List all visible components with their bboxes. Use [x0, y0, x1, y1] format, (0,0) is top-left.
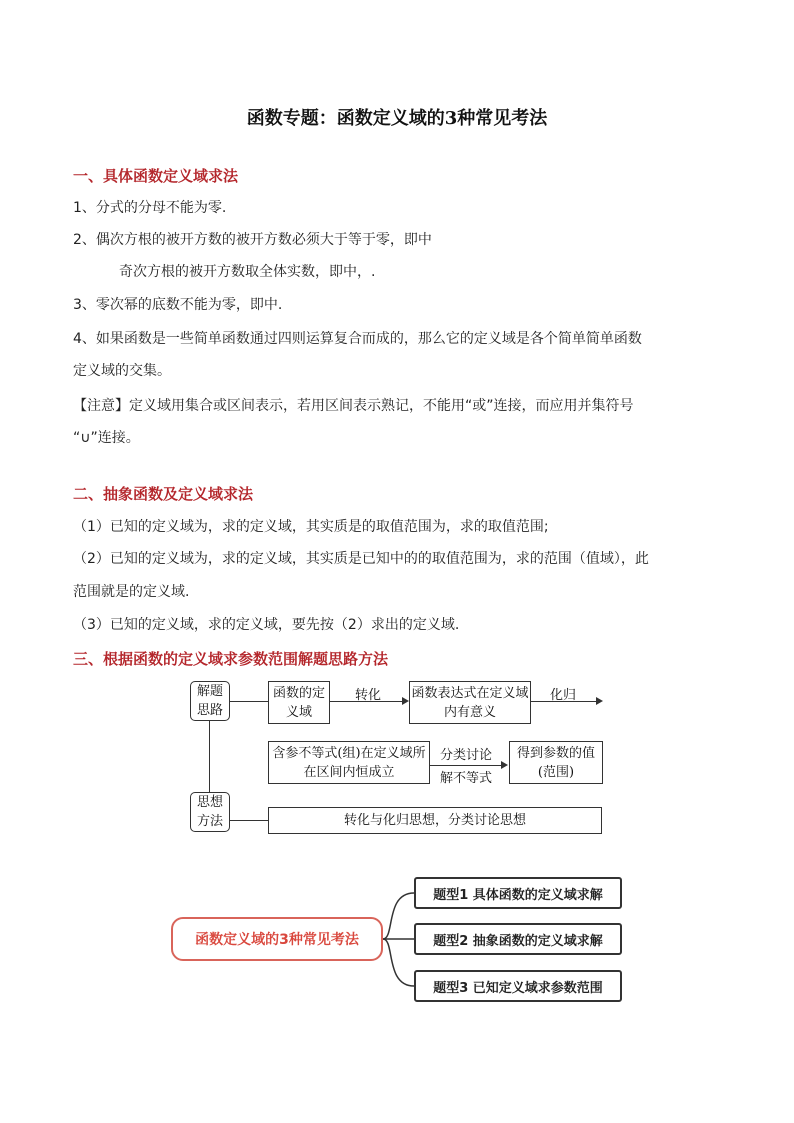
section2-item-3: （3）已知的定义域，求的定义域，要先按（2）求出的定义域. — [73, 617, 460, 633]
flow-box-domain: 函数的定义域 — [268, 681, 330, 724]
flow-edge-label-reduce: 化归 — [550, 688, 577, 703]
section1-item-1: 1、分式的分母不能为零. — [73, 200, 227, 216]
flow-box-solving-approach: 解题思路 — [190, 681, 230, 721]
flow-edge-label-classify: 分类讨论 — [440, 748, 493, 763]
flow-box-meaningful: 函数表达式在定义域内有意义 — [409, 681, 531, 724]
page-title: 函数专题：函数定义域的3种常见考法 — [246, 108, 548, 129]
section2-item-1: （1）已知的定义域为，求的定义域，其实质是的取值范围为，求的取值范围; — [73, 519, 549, 535]
section1-item-3: 3、零次幂的底数不能为零，即中. — [73, 297, 283, 313]
flow-box-methods: 转化与化归思想，分类讨论思想 — [268, 807, 602, 834]
flow-edge-label-transform: 转化 — [355, 688, 382, 703]
flow-box-thinking-method: 思想方法 — [190, 792, 230, 832]
section1-item-4: 4、如果函数是一些简单函数通过四则运算复合而成的，那么它的定义域是各个简单简单函数 — [73, 331, 642, 347]
mindmap-node-type2: 题型2 抽象函数的定义域求解 — [414, 923, 622, 955]
mindmap-center: 函数定义域的3种常见考法 — [171, 917, 383, 961]
flow-edge-label-solve: 解不等式 — [440, 771, 493, 786]
section1-item-2: 2、偶次方根的被开方数的被开方数必须大于等于零，即中 — [73, 232, 432, 248]
section2-heading: 二、抽象函数及定义域求法 — [73, 485, 254, 503]
section2-item-2b: 范围就是的定义域. — [73, 584, 190, 600]
section1-item-4b: 定义域的交集。 — [73, 363, 171, 379]
section1-heading: 一、具体函数定义域求法 — [73, 167, 239, 185]
section1-item-2b: 奇次方根的被开方数取全体实数，即中，. — [119, 264, 376, 280]
flow-box-inequality: 含参不等式(组)在定义域所在区间内恒成立 — [268, 741, 430, 784]
section2-item-2: （2）已知的定义域为，求的定义域，其实质是已知中的的取值范围为，求的范围（值域），此 — [73, 551, 649, 567]
mindmap-node-type3: 题型3 已知定义域求参数范围 — [414, 970, 622, 1002]
note-line-2: “∪”连接。 — [73, 430, 140, 446]
flow-box-parameter-value: 得到参数的值(范围) — [509, 741, 603, 784]
note-line-1: 【注意】定义域用集合或区间表示，若用区间表示熟记，不能用“或”连接，而应用并集符号 — [73, 398, 634, 414]
mindmap-node-type1: 题型1 具体函数的定义域求解 — [414, 877, 622, 909]
section3-heading: 三、根据函数的定义域求参数范围解题思路方法 — [73, 650, 389, 668]
